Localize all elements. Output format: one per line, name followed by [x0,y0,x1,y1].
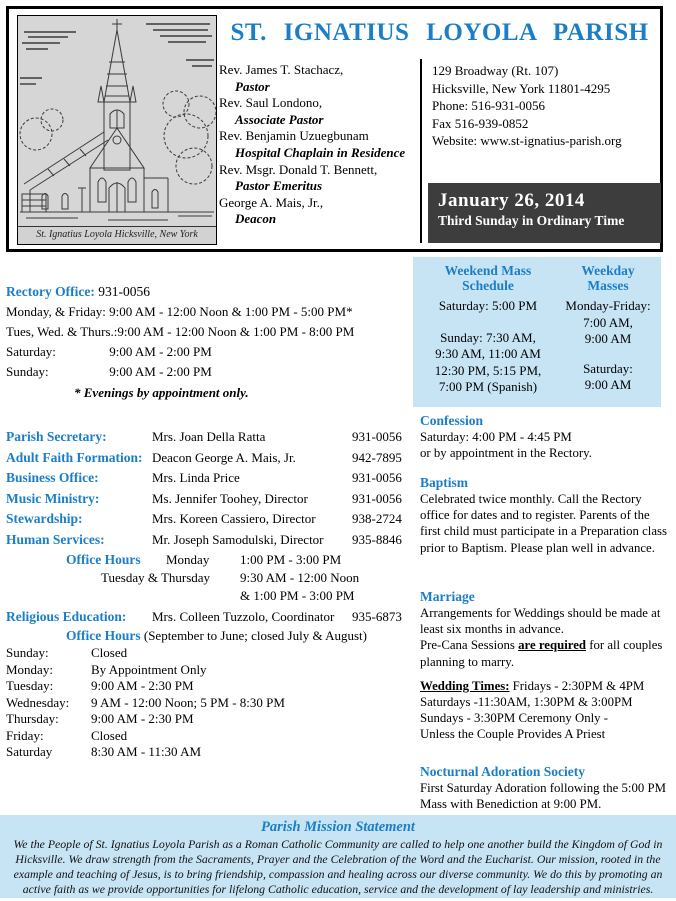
staff-role-label: Adult Faith Formation: [6,449,143,465]
nocturnal-adoration-heading: Nocturnal Adoration Society [420,764,585,779]
church-caption: St. Ignatius Loyola Hicksville, New York [18,226,216,244]
religious-ed-day-row [6,662,412,679]
day-hours: Closed [91,727,128,743]
religious-ed-coordinator: Mrs. Colleen Tuzzolo, Coordinator [152,609,335,624]
wedding-times-saturday: Saturdays -11:30AM, 1:30PM & 3:00PM [420,695,633,710]
staff-row [6,530,412,551]
religious-ed-day-row [6,728,412,745]
religious-ed-day-row [6,711,412,728]
header-box [6,6,663,252]
day-label: Thursday: [6,711,59,726]
staff-name: Ms. Jennifer Toohey, Director [152,490,308,506]
marriage-heading: Marriage [420,589,475,604]
weekend-mass-sunday: Sunday: 7:30 AM, [440,329,536,345]
staff-name: Mrs. Koreen Cassiero, Director [152,511,316,526]
religious-ed-day-row [6,678,412,695]
day-label: Sunday: [6,645,49,660]
mission-statement-body: We the People of St. Ignatius Loyola Parish as a Roman Catholic Community are called to help one another build the Kingdom of God in Hicksville. We draw strength from the Sacraments, Prayer and the Celebration of the Word and the Eucharist. Our mission, rooted in the example and teaching of Jesus, is to bring friendship, compassion and healing across our diverse community. We do this by promoting an active faith as we provide opportunities for lifelong Catholic education, service and the development of lay leadership and ministries. [13,837,663,896]
clergy-list [219,62,419,228]
mission-statement-box [0,815,676,898]
day-label: Wednesday: [6,694,70,710]
marriage-precana: Pre-Cana Sessions are required for all couples planning to marry. [420,638,663,669]
day-hours: 9:00 AM - 2:30 PM [91,678,194,693]
staff-name: Mrs. Linda Price [152,470,240,485]
weekday-mass-heading: Weekday [581,263,635,278]
staff-row [6,468,412,489]
clergy-name: Rev. James T. Stachacz, [219,62,344,77]
religious-ed-day-row [6,645,412,662]
confession-times: Saturday: 4:00 PM - 4:45 PM [420,430,572,444]
staff-role-label: Human Services: [6,531,105,547]
day-hours: 9 AM - 12:00 Noon; 5 PM - 8:30 PM [91,694,285,710]
clergy-role: Pastor Emeritus [235,178,323,194]
staff-role-label: Stewardship: [6,511,83,526]
staff-role-label: Parish Secretary: [6,429,107,444]
day-hours: By Appointment Only [91,661,207,677]
mission-statement-heading: Parish Mission Statement [261,819,415,835]
rectory-sat-label: Saturday: [6,344,56,359]
religious-ed-label: Religious Education: [6,609,127,624]
clergy-role: Associate Pastor [235,111,324,127]
baptism-section [420,474,670,556]
rectory-hours-weekday1: Monday, & Friday: 9:00 AM - 12:00 Noon & 1:00 PM - 5:00 PM* [6,304,353,319]
staff-phone: 931-0056 [352,429,402,444]
wedding-times-sunday-note: Unless the Couple Provides A Priest [420,727,606,742]
confession-heading: Confession [420,413,484,428]
religious-ed-day-row [6,695,412,712]
confession-section [420,412,670,461]
confession-appointment: or by appointment in the Rectory. [420,446,592,461]
religious-ed-phone: 935-6873 [352,609,402,624]
day-label: Tuesday: [6,678,54,693]
clergy-name: Rev. Saul Londono, [219,95,323,111]
day-label: Friday: [6,727,44,743]
bulletin-date: January 26, 2014 [438,190,585,211]
rectory-evening-note: * Evenings by appointment only. [74,385,249,400]
baptism-heading: Baptism [420,475,469,490]
wedding-times-sunday: Sundays - 3:30PM Ceremony Only - [420,711,609,726]
office-hours-section [6,551,412,605]
rectory-office-label: Rectory Office: [6,284,95,299]
wedding-times-block [420,678,670,743]
weekday-mass-monfri: Monday-Friday: [565,298,651,313]
mass-schedule-box [413,257,661,407]
staff-name: Mrs. Joan Della Ratta [152,429,266,444]
staff-phone: 931-0056 [352,490,402,506]
church-drawing-svg [18,16,216,228]
weekday-mass-saturday: Saturday: [583,360,633,376]
wedding-times-label: Wedding Times: [420,678,510,693]
day-hours: Closed [91,645,128,660]
address-block [432,62,622,150]
staff-phone: 938-2724 [352,511,402,526]
clergy-name: George A. Mais, Jr., [219,194,324,210]
religious-education-section [6,607,412,761]
office-hours-time: & 1:00 PM - 3:00 PM [240,588,355,603]
nocturnal-adoration-body: First Saturday Adoration following the 5:00 PM Mass with Benediction at 9:00 PM. [420,781,666,812]
weekend-mass-column: Weekend Mass Schedule Saturday: 5:00 PM Sunday: 7:30 AM, 9:30 AM, 11:00 AM 12:30 PM, 5:15 PM, 7:00 PM (Spanish) [419,263,557,396]
day-hours: 8:30 AM - 11:30 AM [91,744,202,759]
day-label: Monday: [6,661,53,677]
staff-name: Deacon George A. Mais, Jr. [152,449,296,465]
bulletin-feast: Third Sunday in Ordinary Time [438,213,625,228]
rectory-sat-time: 9:00 AM - 2:00 PM [109,344,212,359]
address-phone: Phone: 516-931-0056 [432,98,546,113]
day-label: Saturday [6,744,53,759]
nocturnal-adoration-section [420,763,670,812]
religious-ed-office-hours-note: (September to June; closed July & August) [140,628,367,643]
marriage-section [420,588,670,743]
address-city: Hicksville, New York 11801-4295 [432,80,611,96]
clergy-role: Hospital Chaplain in Residence [235,144,406,160]
clergy-name: Rev. Benjamin Uzuegbunam [219,128,369,144]
staff-name: Mr. Joseph Samodulski, Director [152,531,324,547]
staff-row [6,489,412,510]
rectory-sun-time: 9:00 AM - 2:00 PM [109,364,212,379]
wedding-times-friday: Fridays - 2:30PM & 4PM [509,678,645,693]
office-hours-time: 9:30 AM - 12:00 Noon [240,570,360,585]
weekday-mass-column: Weekday Masses Monday-Friday: 7:00 AM, 9:00 AM Saturday: 9:00 AM [559,263,657,394]
weekend-mass-saturday: Saturday: 5:00 PM [438,298,538,313]
rectory-sun-label: Sunday: [6,364,49,379]
office-hours-day: Tuesday & Thursday [101,570,211,585]
office-hours-label: Office Hours [66,552,141,567]
parish-title: ST. IGNATIUS LOYOLA PARISH [230,19,649,46]
staff-phone: 935-8846 [352,531,402,547]
rectory-office-phone: 931-0056 [98,284,150,299]
staff-phone: 942-7895 [352,449,402,465]
clergy-name: Rev. Msgr. Donald T. Bennett, [219,161,378,177]
staff-role-label: Business Office: [6,470,99,485]
staff-row [6,427,412,448]
header-divider [420,59,422,243]
weekend-mass-heading: Weekend Mass [444,263,532,278]
address-website: Website: www.st-ignatius-parish.org [432,133,622,148]
office-hours-day: Monday [166,552,210,567]
office-hours-time: 1:00 PM - 3:00 PM [240,552,342,567]
baptism-body: Celebrated twice monthly. Call the Rectory office for dates and to register. Parents of the first child must participate in a Preparation class prior to Baptism. Please plan well in advance. [420,492,667,555]
rectory-office-section [6,282,412,403]
religious-ed-day-row [6,744,412,761]
staff-row [6,448,412,469]
marriage-arrangements: Arrangements for Weddings should be made at least six months in advance. [420,606,661,637]
rectory-hours-weekday2: Tues, Wed. & Thurs.:9:00 AM - 12:00 Noon & 1:00 PM - 8:00 PM [6,324,355,339]
church-illustration [17,15,217,245]
staff-role-label: Music Ministry: [6,490,100,506]
date-box [428,183,661,243]
precana-required-emphasis: are required [518,638,586,653]
address-fax: Fax 516-939-0852 [432,115,529,131]
clergy-role: Deacon [235,211,277,227]
day-hours: 9:00 AM - 2:30 PM [91,711,194,726]
address-street: 129 Broadway (Rt. 107) [432,63,559,78]
staff-phone: 931-0056 [352,470,402,485]
religious-ed-office-hours-label: Office Hours [66,628,141,643]
staff-row [6,509,412,530]
staff-directory [6,427,412,550]
clergy-role: Pastor [235,78,270,94]
